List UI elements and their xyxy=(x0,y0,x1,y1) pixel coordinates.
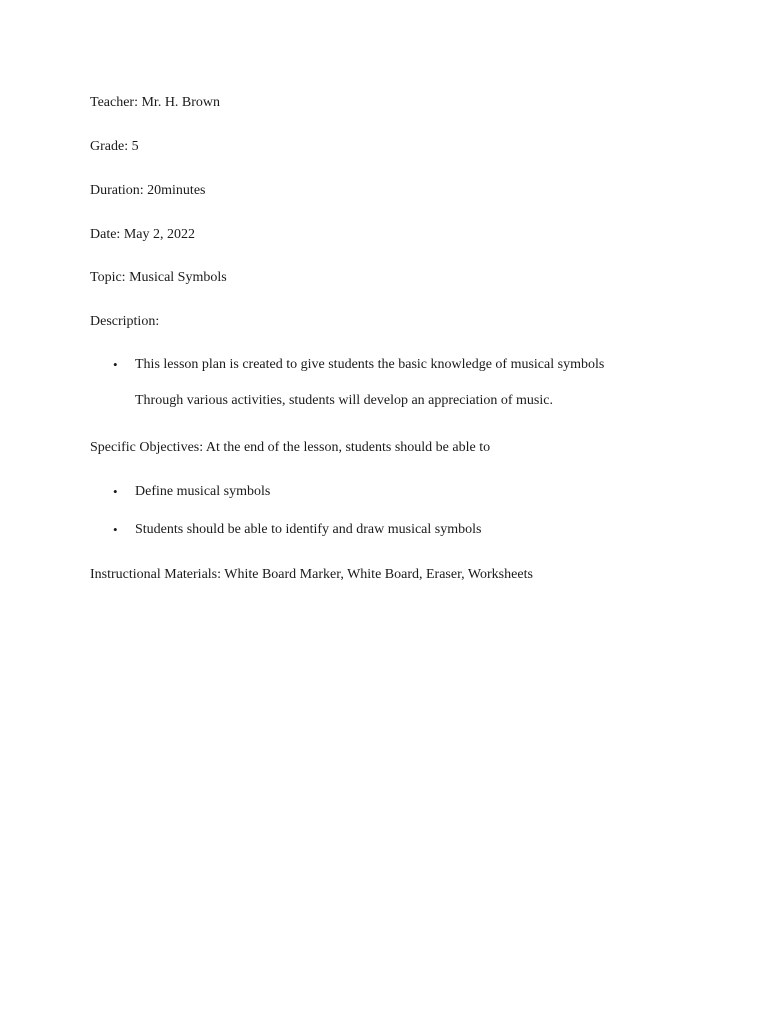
bullet-icon: • xyxy=(113,522,118,537)
objectives-label: Specific Objectives: At the end of the lesson, students should be able to xyxy=(90,440,491,455)
objective-item-text: Students should be able to identify and draw musical symbols xyxy=(135,522,482,537)
bullet-icon: • xyxy=(113,484,118,499)
teacher-line: Teacher: Mr. H. Brown xyxy=(90,95,221,110)
grade-line: Grade: 5 xyxy=(90,139,139,154)
objective-item-text: Define musical symbols xyxy=(135,484,271,499)
description-item-text: This lesson plan is created to give students the basic knowledge of musical symbols xyxy=(135,357,605,372)
description-label: Description: xyxy=(90,314,160,329)
date-line: Date: May 2, 2022 xyxy=(90,227,195,242)
description-continuation: Through various activities, students will develop an appreciation of music. xyxy=(135,393,553,408)
bullet-icon: • xyxy=(113,357,118,372)
topic-line: Topic: Musical Symbols xyxy=(90,270,227,285)
materials-line: Instructional Materials: White Board Marker, White Board, Eraser, Worksheets xyxy=(90,567,533,582)
duration-line: Duration: 20minutes xyxy=(90,183,206,198)
